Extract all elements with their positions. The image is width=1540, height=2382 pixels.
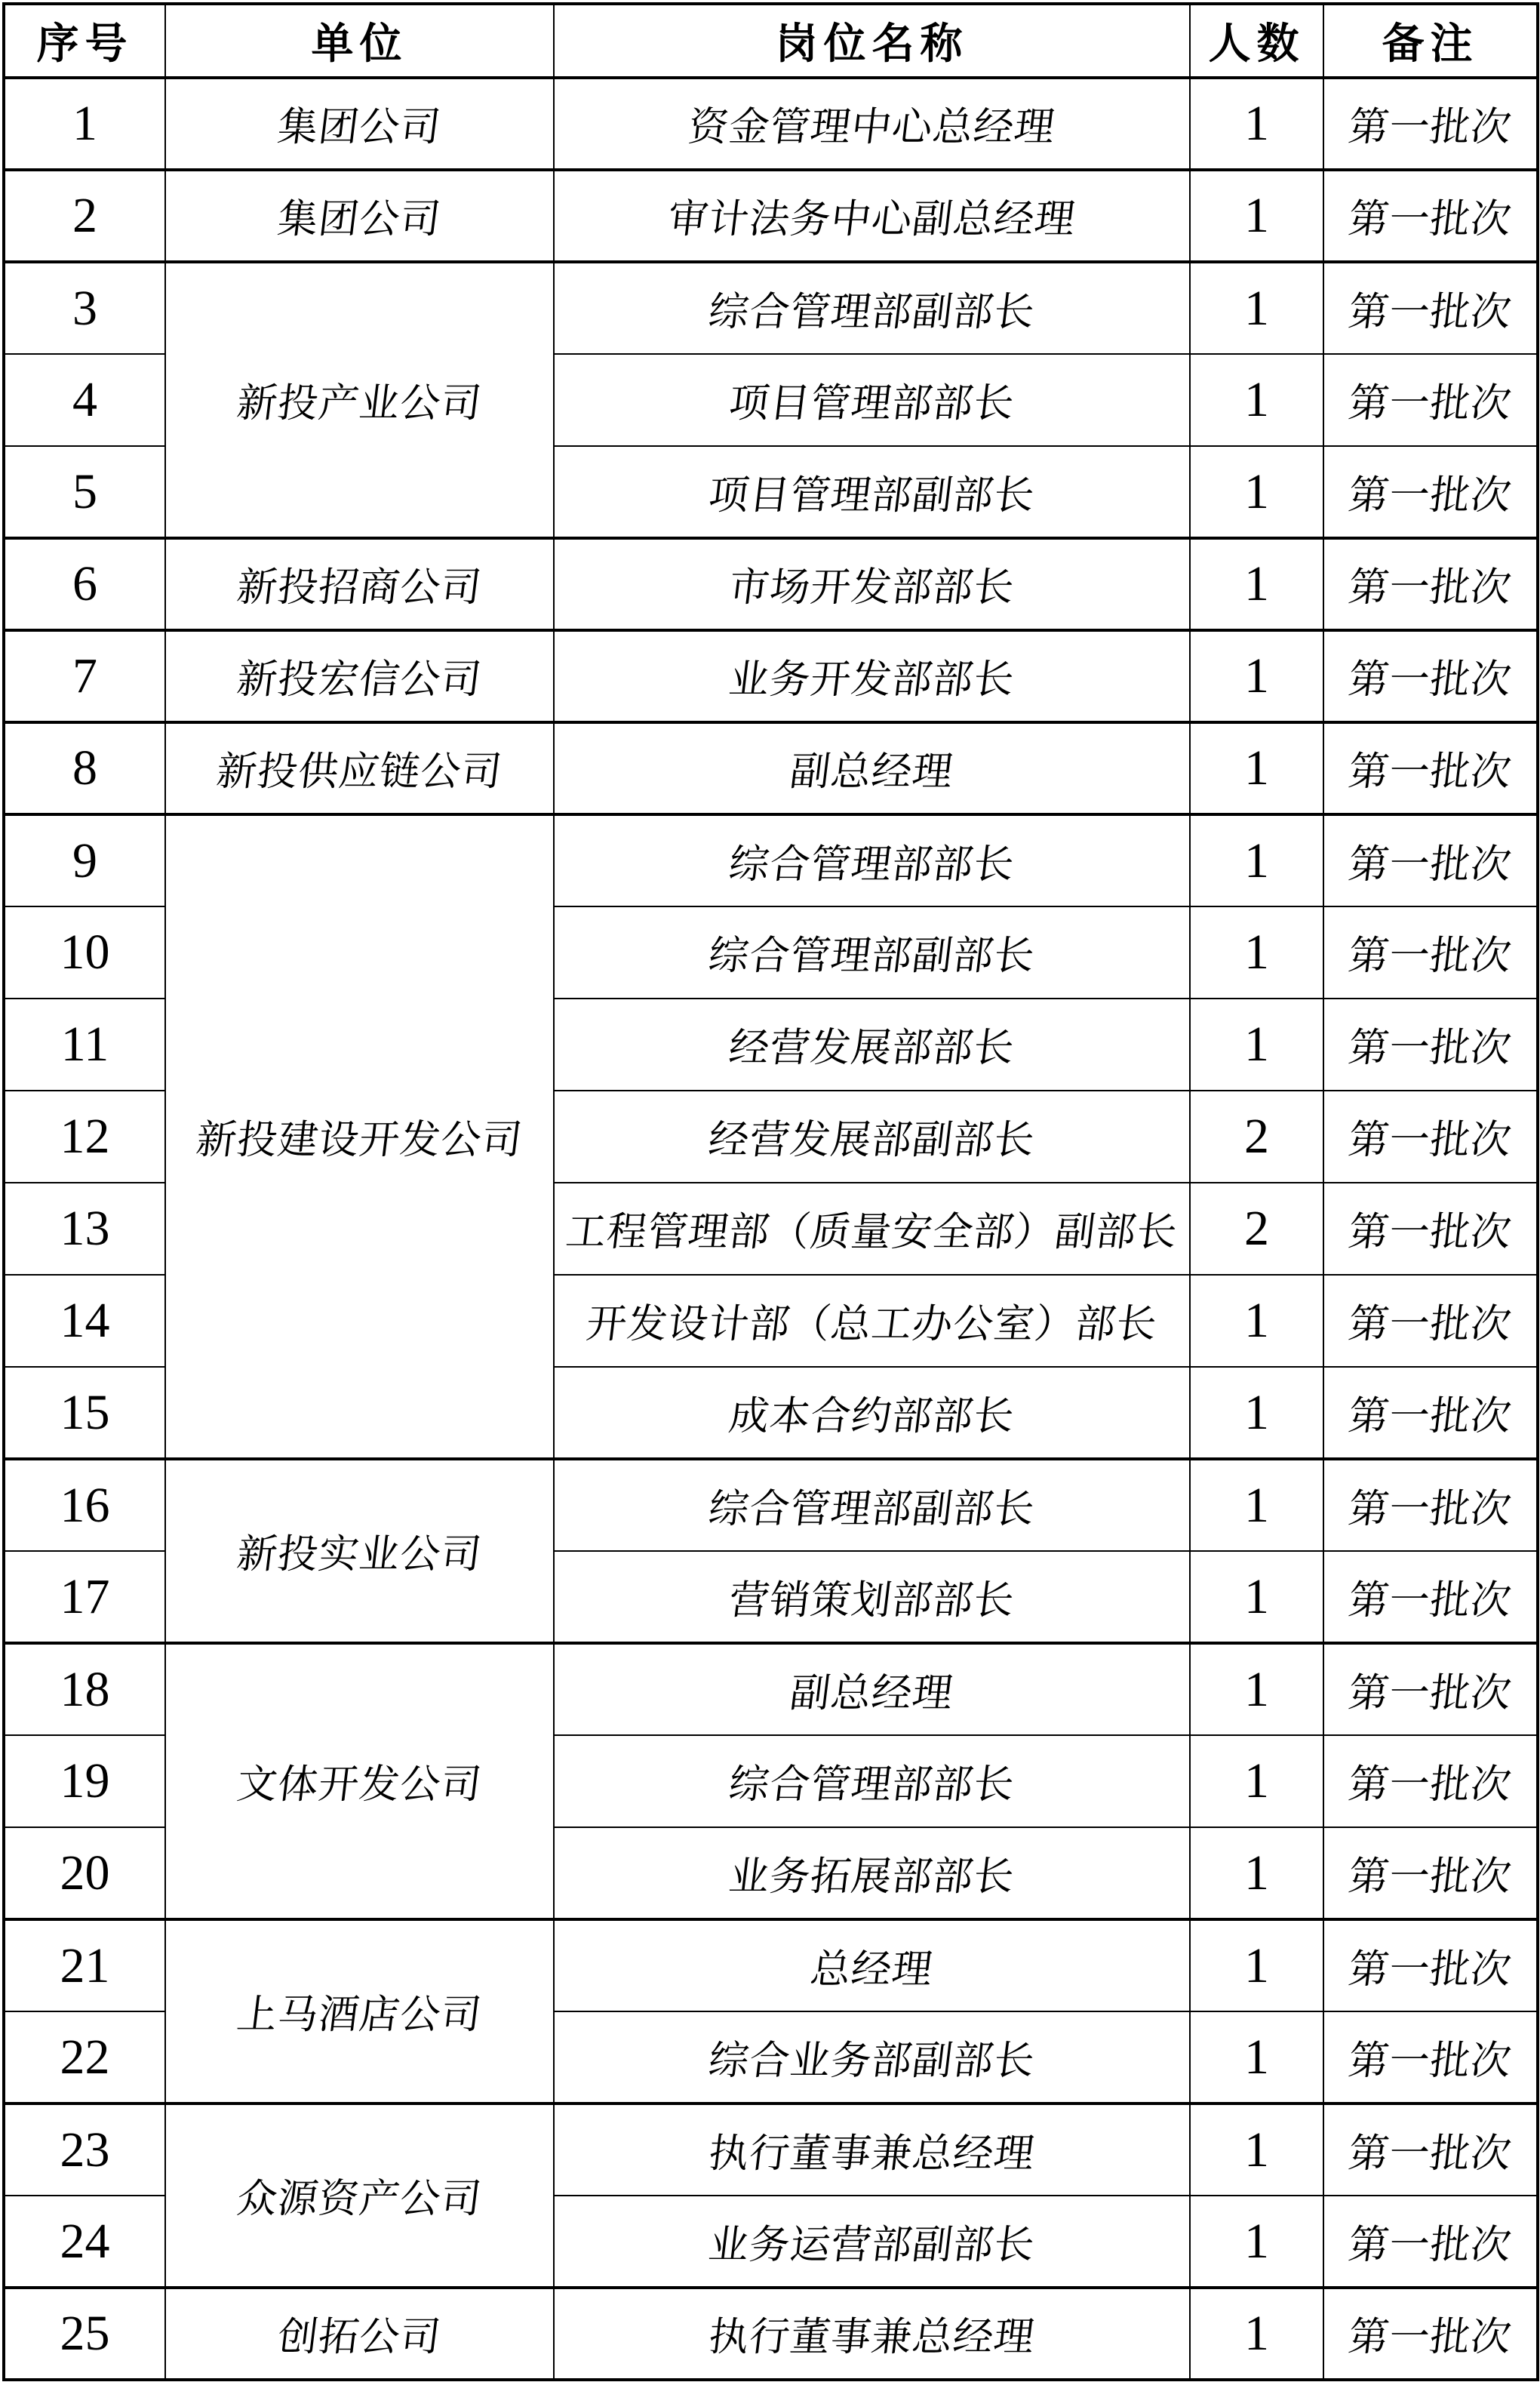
- table-row: [4, 2103, 1538, 2196]
- position-cell: [554, 446, 1190, 538]
- position-text: 项目管理部副部长: [705, 473, 1037, 518]
- position-text: 经营发展部副部长: [705, 1119, 1037, 1162]
- count-cell: 1: [1190, 78, 1323, 170]
- position-text: 工程管理部（质量安全部）副部长: [563, 1211, 1180, 1254]
- unit-text: 集团公司: [275, 106, 444, 149]
- note-text: 第一批次: [1345, 2131, 1514, 2176]
- unit-text: 上马酒店公司: [234, 1993, 484, 2037]
- table-row: [4, 630, 1538, 722]
- note-cell: [1323, 722, 1538, 814]
- position-cell: [554, 262, 1190, 354]
- position-text: 综合管理部副部长: [705, 290, 1037, 334]
- note-cell: [1323, 1459, 1538, 1551]
- position-cell: [554, 170, 1190, 262]
- count-cell: 2: [1190, 1091, 1323, 1183]
- note-cell: [1323, 1643, 1538, 1735]
- note-text: 第一批次: [1345, 842, 1514, 887]
- unit-cell: [165, 630, 554, 722]
- note-cell: [1323, 1091, 1538, 1183]
- position-cell: [554, 1091, 1190, 1183]
- note-cell: [1323, 999, 1538, 1091]
- note-text: 第一批次: [1345, 1671, 1514, 1716]
- count-cell: 2: [1190, 1183, 1323, 1275]
- table-row: [4, 2288, 1538, 2380]
- serial-cell: 25: [4, 2288, 165, 2380]
- serial-cell: 5: [4, 446, 165, 538]
- serial-cell: 9: [4, 814, 165, 906]
- position-text: 执行董事兼总经理: [705, 2131, 1037, 2176]
- position-cell: [554, 906, 1190, 999]
- serial-cell: 16: [4, 1459, 165, 1551]
- position-text: 执行董事兼总经理: [705, 2316, 1037, 2359]
- note-cell: [1323, 538, 1538, 630]
- serial-cell: 23: [4, 2103, 165, 2196]
- count-cell: 1: [1190, 354, 1323, 446]
- header-note: 备注: [1323, 4, 1538, 78]
- count-cell: 1: [1190, 1643, 1323, 1735]
- note-text: 第一批次: [1345, 1578, 1514, 1623]
- serial-cell: 8: [4, 722, 165, 814]
- count-cell: 1: [1190, 1735, 1323, 1827]
- header-row: [4, 4, 1538, 78]
- count-cell: 1: [1190, 1275, 1323, 1367]
- unit-cell: [165, 1459, 554, 1643]
- note-text: 第一批次: [1345, 1487, 1514, 1531]
- position-cell: [554, 2011, 1190, 2103]
- note-text: 第一批次: [1345, 198, 1514, 242]
- position-cell: [554, 999, 1190, 1091]
- count-cell: 1: [1190, 2288, 1323, 2380]
- table-row: [4, 262, 1538, 354]
- note-text: 第一批次: [1345, 2223, 1514, 2267]
- count-cell: 1: [1190, 170, 1323, 262]
- position-cell: [554, 78, 1190, 170]
- position-text: 市场开发部部长: [726, 566, 1017, 610]
- note-text: 第一批次: [1345, 1303, 1514, 1346]
- count-cell: 1: [1190, 1551, 1323, 1643]
- position-cell: [554, 354, 1190, 446]
- note-text: 第一批次: [1345, 1211, 1514, 1254]
- table-row: [4, 1459, 1538, 1551]
- count-cell: 1: [1190, 2011, 1323, 2103]
- table-row: [4, 1919, 1538, 2011]
- note-text: 第一批次: [1345, 750, 1514, 794]
- note-text: 第一批次: [1345, 382, 1514, 426]
- unit-text: 文体开发公司: [234, 1763, 484, 1807]
- unit-cell: [165, 1919, 554, 2103]
- serial-cell: 7: [4, 630, 165, 722]
- unit-cell: [165, 78, 554, 170]
- table-row: [4, 814, 1538, 906]
- position-cell: [554, 1643, 1190, 1735]
- count-cell: 1: [1190, 906, 1323, 999]
- note-text: 第一批次: [1345, 1026, 1514, 1070]
- note-cell: [1323, 446, 1538, 538]
- count-cell: 1: [1190, 538, 1323, 630]
- unit-cell: [165, 722, 554, 814]
- unit-text: 新投实业公司: [234, 1533, 484, 1577]
- note-text: 第一批次: [1345, 106, 1514, 149]
- position-cell: [554, 1827, 1190, 1919]
- position-cell: [554, 1367, 1190, 1459]
- note-text: 第一批次: [1345, 2316, 1514, 2359]
- table-row: [4, 538, 1538, 630]
- header-position: 岗位名称: [554, 4, 1190, 78]
- serial-cell: 6: [4, 538, 165, 630]
- serial-cell: 13: [4, 1183, 165, 1275]
- serial-cell: 11: [4, 999, 165, 1091]
- serial-cell: 17: [4, 1551, 165, 1643]
- note-text: 第一批次: [1345, 1947, 1514, 1992]
- position-cell: [554, 1919, 1190, 2011]
- unit-cell: [165, 814, 554, 1459]
- unit-cell: [165, 538, 554, 630]
- unit-cell: [165, 2103, 554, 2288]
- count-cell: 1: [1190, 262, 1323, 354]
- position-text: 综合管理部部长: [726, 1763, 1017, 1807]
- unit-text: 创拓公司: [275, 2316, 444, 2359]
- table-row: [4, 722, 1538, 814]
- position-cell: [554, 814, 1190, 906]
- count-cell: 1: [1190, 1367, 1323, 1459]
- note-cell: [1323, 814, 1538, 906]
- unit-cell: [165, 262, 554, 538]
- count-cell: 1: [1190, 1919, 1323, 2011]
- position-text: 项目管理部部长: [726, 382, 1017, 426]
- header-serial: 序号: [4, 4, 165, 78]
- position-text: 成本合约部部长: [726, 1394, 1017, 1439]
- serial-cell: 24: [4, 2196, 165, 2288]
- header-count: 人数: [1190, 4, 1323, 78]
- note-cell: [1323, 1735, 1538, 1827]
- serial-cell: 14: [4, 1275, 165, 1367]
- count-cell: 1: [1190, 2196, 1323, 2288]
- header-unit: 单位: [165, 4, 554, 78]
- position-cell: [554, 1551, 1190, 1643]
- unit-text: 新投产业公司: [234, 382, 484, 426]
- note-text: 第一批次: [1345, 658, 1514, 702]
- note-cell: [1323, 1919, 1538, 2011]
- position-cell: [554, 538, 1190, 630]
- unit-text: 新投供应链公司: [214, 750, 505, 794]
- unit-cell: [165, 1643, 554, 1919]
- position-text: 业务开发部部长: [726, 658, 1017, 702]
- count-cell: 1: [1190, 814, 1323, 906]
- position-cell: [554, 1275, 1190, 1367]
- serial-cell: 10: [4, 906, 165, 999]
- position-text: 业务运营部副部长: [705, 2223, 1037, 2267]
- position-cell: [554, 1459, 1190, 1551]
- note-cell: [1323, 630, 1538, 722]
- note-cell: [1323, 1367, 1538, 1459]
- count-cell: 1: [1190, 446, 1323, 538]
- serial-cell: 12: [4, 1091, 165, 1183]
- position-text: 总经理: [807, 1947, 936, 1992]
- serial-cell: 20: [4, 1827, 165, 1919]
- position-text: 综合业务部副部长: [705, 2039, 1037, 2083]
- note-text: 第一批次: [1345, 566, 1514, 610]
- note-text: 第一批次: [1345, 1763, 1514, 1807]
- note-cell: [1323, 2288, 1538, 2380]
- position-cell: [554, 2196, 1190, 2288]
- serial-cell: 4: [4, 354, 165, 446]
- serial-cell: 21: [4, 1919, 165, 2011]
- position-text: 审计法务中心副总经理: [665, 198, 1078, 242]
- count-cell: 1: [1190, 1459, 1323, 1551]
- note-text: 第一批次: [1345, 473, 1514, 518]
- position-text: 副总经理: [787, 750, 956, 794]
- note-cell: [1323, 2103, 1538, 2196]
- note-cell: [1323, 354, 1538, 446]
- position-cell: [554, 1735, 1190, 1827]
- count-cell: 1: [1190, 630, 1323, 722]
- count-cell: 1: [1190, 999, 1323, 1091]
- unit-text: 新投宏信公司: [234, 658, 484, 702]
- count-cell: 1: [1190, 1827, 1323, 1919]
- position-table: [2, 2, 1539, 2381]
- unit-text: 新投招商公司: [234, 566, 484, 610]
- position-text: 资金管理中心总经理: [685, 106, 1058, 149]
- table-row: [4, 78, 1538, 170]
- note-text: 第一批次: [1345, 1394, 1514, 1439]
- serial-cell: 19: [4, 1735, 165, 1827]
- position-cell: [554, 722, 1190, 814]
- unit-cell: [165, 170, 554, 262]
- note-text: 第一批次: [1345, 1119, 1514, 1162]
- unit-text: 集团公司: [275, 198, 444, 242]
- position-text: 综合管理部副部长: [705, 934, 1037, 978]
- position-cell: [554, 2288, 1190, 2380]
- position-text: 开发设计部（总工办公室）部长: [583, 1303, 1160, 1346]
- note-cell: [1323, 1275, 1538, 1367]
- note-cell: [1323, 78, 1538, 170]
- position-text: 副总经理: [787, 1671, 956, 1716]
- note-text: 第一批次: [1345, 934, 1514, 978]
- note-cell: [1323, 262, 1538, 354]
- serial-cell: 18: [4, 1643, 165, 1735]
- position-text: 经营发展部部长: [726, 1026, 1017, 1070]
- position-text: 营销策划部部长: [726, 1578, 1017, 1623]
- note-cell: [1323, 1183, 1538, 1275]
- note-cell: [1323, 170, 1538, 262]
- serial-cell: 2: [4, 170, 165, 262]
- serial-cell: 3: [4, 262, 165, 354]
- note-cell: [1323, 2196, 1538, 2288]
- unit-text: 新投建设开发公司: [193, 1119, 525, 1162]
- count-cell: 1: [1190, 2103, 1323, 2196]
- table-row: [4, 170, 1538, 262]
- position-cell: [554, 630, 1190, 722]
- position-text: 综合管理部部长: [726, 842, 1017, 887]
- unit-text: 众源资产公司: [234, 2177, 484, 2221]
- note-text: 第一批次: [1345, 2039, 1514, 2083]
- note-cell: [1323, 2011, 1538, 2103]
- note-cell: [1323, 906, 1538, 999]
- position-cell: [554, 1183, 1190, 1275]
- position-cell: [554, 2103, 1190, 2196]
- serial-cell: 15: [4, 1367, 165, 1459]
- serial-cell: 1: [4, 78, 165, 170]
- position-text: 综合管理部副部长: [705, 1487, 1037, 1531]
- position-text: 业务拓展部部长: [726, 1854, 1017, 1899]
- note-text: 第一批次: [1345, 1854, 1514, 1899]
- unit-cell: [165, 2288, 554, 2380]
- count-cell: 1: [1190, 722, 1323, 814]
- table-row: [4, 1643, 1538, 1735]
- note-text: 第一批次: [1345, 290, 1514, 334]
- note-cell: [1323, 1827, 1538, 1919]
- serial-cell: 22: [4, 2011, 165, 2103]
- note-cell: [1323, 1551, 1538, 1643]
